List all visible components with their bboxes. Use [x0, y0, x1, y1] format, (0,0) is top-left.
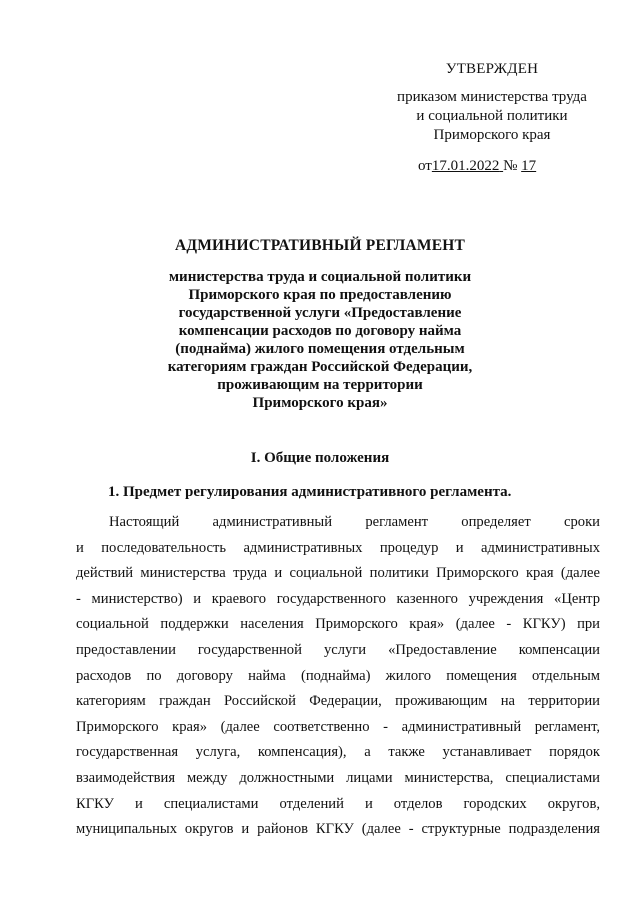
body-line: муниципальных округов и районов КГКУ (далее - структурные подразделения — [76, 821, 600, 838]
approval-line-2: и социальной политики — [416, 108, 568, 124]
order-prefix: от — [418, 158, 432, 174]
section-heading: I. Общие положения — [250, 450, 390, 466]
subtitle-line: Приморского края» — [252, 395, 388, 411]
body-line: - министерство) и краевого государственного казенного учреждения «Центр — [76, 590, 600, 607]
subtitle-line: компенсации расходов по договору найма — [178, 323, 462, 339]
body-line: категориям граждан Российской Федерации, проживающим на территории — [76, 693, 600, 710]
body-line: расходов по договору найма (поднайма) жилого помещения отдельным — [76, 667, 600, 684]
document-title: АДМИНИСТРАТИВНЫЙ РЕГЛАМЕНТ — [174, 237, 466, 254]
body-line: взаимодействия между должностными лицами министерства, специалистами — [76, 769, 600, 786]
body-line: предоставлении государственной услуги «Предоставление компенсации — [76, 641, 600, 658]
subtitle-line: Приморского края по предоставлению — [188, 287, 452, 303]
body-line: Настоящий административный регламент определяет сроки — [109, 514, 600, 530]
order-date: 17.01.2022 — [431, 158, 500, 174]
subtitle-line: проживающим на территории — [217, 377, 423, 393]
body-line: Приморского края» (далее соответственно - административный регламент, — [76, 718, 600, 735]
approval-line-3: Приморского края — [433, 127, 551, 143]
subtitle-line: категориям граждан Российской Федерации, — [167, 359, 473, 375]
body-line: государственная услуга, компенсация), а также устанавливает порядок — [76, 744, 600, 761]
approval-stamp-label: УТВЕРЖДЕН — [445, 61, 539, 77]
approval-block — [372, 60, 612, 176]
order-number: 17 — [521, 158, 537, 174]
order-reference — [372, 157, 612, 176]
body-line: и последовательность административных процедур и административных — [76, 539, 600, 556]
document-subtitle — [130, 268, 510, 412]
body-line: социальной поддержки населения Приморского края» (далее - КГКУ) при — [76, 616, 600, 633]
approval-line-1: приказом министерства труда — [397, 89, 587, 105]
body-paragraph — [76, 510, 600, 843]
order-number-label: № — [503, 158, 518, 174]
subtitle-line: министерства труда и социальной политики — [168, 269, 472, 285]
subtitle-line: государственной услуги «Предоставление — [178, 305, 462, 321]
subsection-heading: 1. Предмет регулирования административного регламента. — [108, 484, 512, 500]
body-line: действий министерства труда и социальной политики Приморского края (далее — [76, 565, 600, 582]
subtitle-line: (поднайма) жилого помещения отдельным — [175, 341, 465, 357]
body-line: КГКУ и специалистами отделений и отделов городских округов, — [76, 795, 600, 812]
